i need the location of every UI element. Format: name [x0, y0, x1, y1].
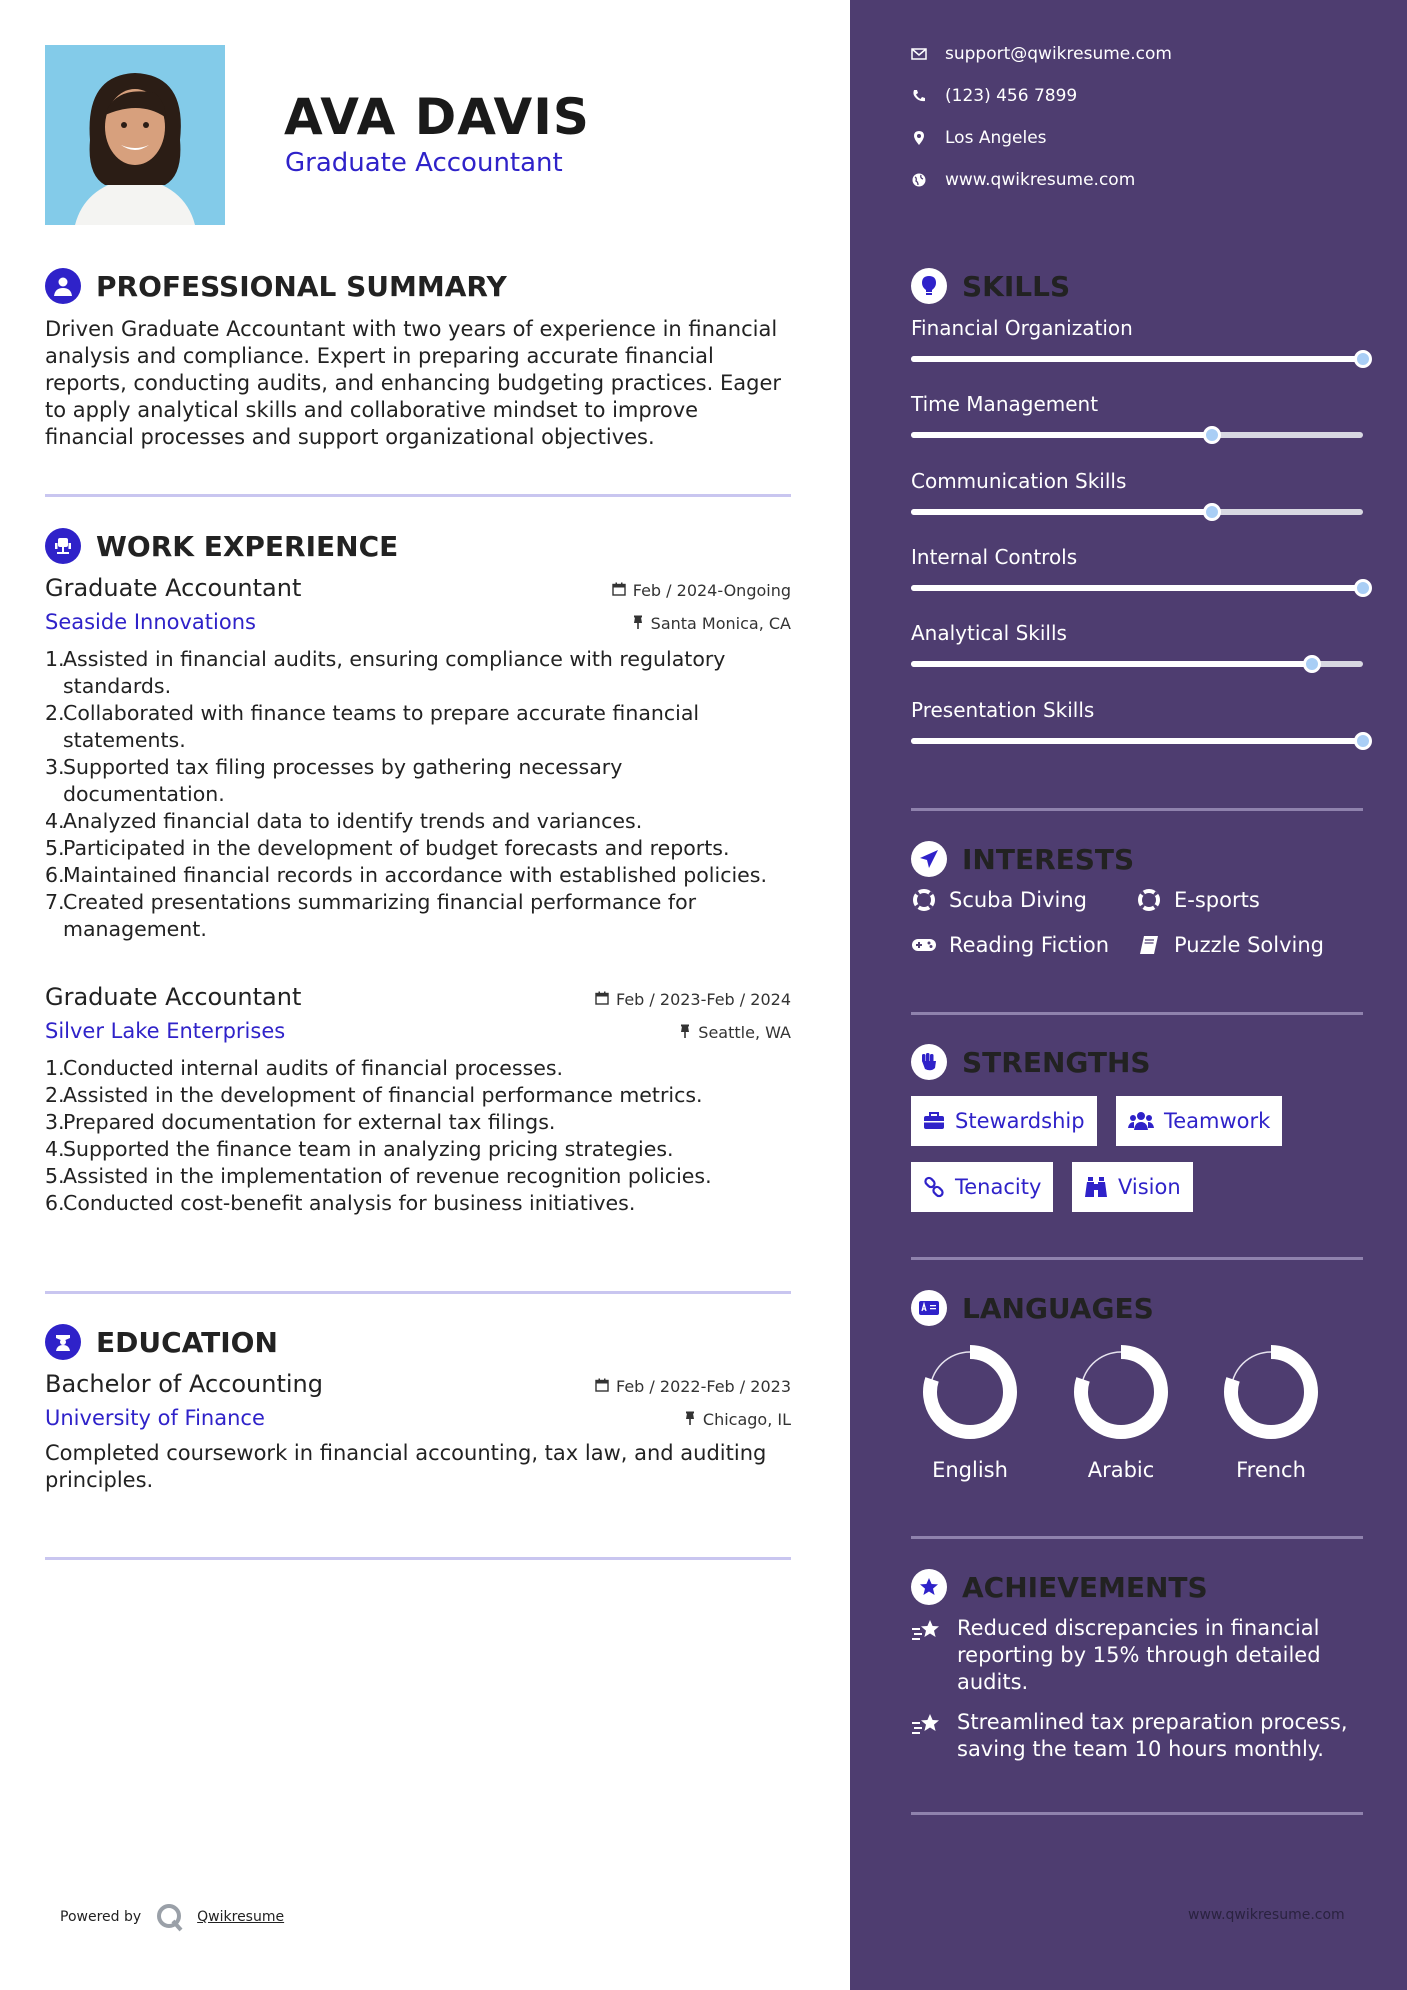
job-dates [612, 581, 791, 600]
powered-by-text: Powered by [60, 1909, 142, 1925]
contact-email[interactable] [911, 44, 1172, 64]
profile-photo [45, 45, 225, 225]
chair-icon [45, 528, 81, 564]
summary-text [45, 316, 805, 451]
star-icon [911, 1569, 947, 1605]
contact-website[interactable] [911, 170, 1135, 190]
job-duties [45, 646, 791, 943]
strengths-heading [911, 1044, 1151, 1080]
lightbulb-icon [911, 268, 947, 304]
skill-bar-knob [1303, 655, 1321, 673]
interest-label: E-sports [1174, 888, 1260, 912]
education-description [45, 1440, 791, 1494]
skill-bar-fill [911, 661, 1312, 667]
skill-name: Internal Controls [911, 545, 1078, 569]
interest-item [911, 933, 1109, 957]
skill-bar-knob [1354, 350, 1372, 368]
achievement-text: Streamlined tax preparation process, [957, 1710, 1348, 1734]
skill-bar [911, 585, 1363, 591]
item-text: Conducted cost-benefit analysis for business initiatives. [63, 1191, 636, 1215]
education-dates [595, 1377, 791, 1396]
interest-label: Scuba Diving [949, 888, 1087, 912]
item-text: Assisted in financial audits, ensuring compliance with regulatory [63, 647, 726, 671]
list-item [45, 1109, 791, 1136]
item-text: Created presentations summarizing financial performance for [63, 890, 697, 914]
skill-bar-knob [1354, 732, 1372, 750]
skill-name: Financial Organization [911, 316, 1133, 340]
divider [911, 1012, 1363, 1015]
list-item [45, 646, 791, 700]
skill-item [911, 469, 1363, 515]
item-text: Maintained financial records in accordance with established policies. [63, 863, 767, 887]
education-entry [45, 1370, 791, 1494]
binoculars-icon [1084, 1176, 1108, 1198]
item-number: 3. [45, 1110, 65, 1134]
item-text: Prepared documentation for external tax filings. [63, 1110, 556, 1134]
skill-bar-fill [911, 432, 1212, 438]
list-item [45, 1190, 791, 1217]
skill-bar-fill [911, 738, 1363, 744]
list-item [45, 862, 791, 889]
skill-item [911, 698, 1363, 744]
skill-name: Analytical Skills [911, 621, 1067, 645]
languages-title: LANGUAGES [962, 1291, 1154, 1325]
strength-chip [911, 1162, 1053, 1212]
languages-heading [911, 1290, 1154, 1326]
location-text: Los Angeles [945, 128, 1047, 148]
strength-chip [1116, 1096, 1282, 1146]
skill-bar [911, 356, 1363, 362]
skills-title: SKILLS [962, 269, 1071, 303]
item-text: Analyzed financial data to identify trends and variances. [63, 809, 643, 833]
skill-name: Communication Skills [911, 469, 1127, 493]
item-number: 4. [45, 809, 65, 833]
achievement-text: audits. [957, 1670, 1029, 1694]
list-item [45, 835, 791, 862]
shooting-star-icon [911, 1615, 945, 1696]
strength-chip [1072, 1162, 1193, 1212]
list-item [45, 1163, 791, 1190]
strength-label: Tenacity [955, 1175, 1042, 1199]
job-title: Graduate Accountant [45, 983, 302, 1011]
list-item [45, 889, 791, 943]
calendar-icon [595, 990, 609, 1009]
globe-icon [911, 173, 927, 187]
item-text: management. [63, 917, 207, 941]
contact-phone[interactable] [911, 86, 1077, 106]
summary-line: financial processes and support organizational objectives. [45, 425, 655, 449]
skill-bar-fill [911, 509, 1212, 515]
interest-label: Puzzle Solving [1174, 933, 1324, 957]
email-text: support@qwikresume.com [945, 44, 1172, 64]
summary-heading [45, 268, 507, 304]
item-text: Assisted in the development of financial performance metrics. [63, 1083, 703, 1107]
item-text: documentation. [63, 782, 225, 806]
item-number: 2. [45, 1083, 65, 1107]
item-number: 5. [45, 1164, 65, 1188]
achievements-title: ACHIEVEMENTS [962, 1570, 1208, 1604]
summary-line: to apply analytical skills and collaborative mindset to improve [45, 398, 699, 422]
item-number: 2. [45, 701, 65, 725]
job-title: Graduate Accountant [45, 574, 302, 602]
shooting-star-icon [911, 1709, 945, 1763]
lifebuoy-icon [1136, 889, 1162, 911]
interest-label: Reading Fiction [949, 933, 1110, 957]
education-title: EDUCATION [96, 1325, 278, 1359]
language-ring [1073, 1344, 1169, 1440]
calendar-icon [612, 581, 626, 600]
item-text: Collaborated with finance teams to prepare accurate financial [63, 701, 700, 725]
education-heading [45, 1324, 278, 1360]
item-text: Supported tax filing processes by gathering necessary [63, 755, 623, 779]
summary-line: reports, conducting audits, and enhancing budgeting practices. Eager [45, 371, 781, 395]
users-icon [1128, 1111, 1154, 1131]
skill-bar-fill [911, 356, 1363, 362]
briefcase-icon [923, 1112, 945, 1130]
achievement-item [911, 1615, 1363, 1696]
item-text: Conducted internal audits of financial processes. [63, 1056, 564, 1080]
envelope-icon [911, 48, 927, 60]
skill-bar [911, 509, 1363, 515]
link-icon [923, 1176, 945, 1198]
list-item [45, 754, 791, 808]
education-location [684, 1410, 791, 1429]
summary-line: Driven Graduate Accountant with two years of experience in financial [45, 317, 778, 341]
pin-icon [679, 1023, 691, 1042]
language-label: Arabic [1087, 1458, 1155, 1482]
brand-link[interactable]: Qwikresume [197, 1909, 285, 1925]
item-number: 1. [45, 1056, 65, 1080]
user-icon [45, 268, 81, 304]
education-line: Completed coursework in financial accounting, tax law, and auditing [45, 1441, 767, 1465]
list-item [45, 808, 791, 835]
language-ring [1223, 1344, 1319, 1440]
summary-line: analysis and compliance. Expert in preparing accurate financial [45, 344, 714, 368]
job-dates-text: Feb / 2024-Ongoing [632, 581, 791, 600]
item-number: 6. [45, 863, 65, 887]
pin-icon [632, 614, 644, 633]
experience-title: WORK EXPERIENCE [96, 529, 399, 563]
calendar-icon [595, 1377, 609, 1396]
skill-bar-knob [1203, 426, 1221, 444]
skill-bar [911, 738, 1363, 744]
language-label: French [1236, 1458, 1306, 1482]
skill-bar [911, 661, 1363, 667]
school: University of Finance [45, 1406, 265, 1430]
skill-bar-knob [1203, 503, 1221, 521]
item-text: Supported the finance team in analyzing pricing strategies. [63, 1137, 674, 1161]
degree: Bachelor of Accounting [45, 1370, 323, 1398]
experience-heading [45, 528, 398, 564]
job-dates-text: Feb / 2023-Feb / 2024 [616, 990, 791, 1009]
skill-name: Time Management [911, 392, 1099, 416]
job-entry [45, 574, 791, 943]
language-ring [922, 1344, 1018, 1440]
candidate-name: AVA DAVIS [284, 88, 590, 146]
gamepad-icon [911, 937, 937, 953]
divider [911, 1536, 1363, 1539]
skill-item [911, 392, 1363, 438]
skill-bar-fill [911, 585, 1363, 591]
skill-bar-knob [1354, 579, 1372, 597]
paper-plane-icon [911, 841, 947, 877]
divider [45, 494, 791, 497]
interests-title: INTERESTS [962, 842, 1135, 876]
candidate-role: Graduate Accountant [285, 148, 563, 178]
language-item [1061, 1344, 1181, 1482]
achievement-text: saving the team 10 hours monthly. [957, 1737, 1324, 1761]
website-text: www.qwikresume.com [945, 170, 1136, 190]
footer-website[interactable]: www.qwikresume.com [1188, 1907, 1345, 1923]
item-text: standards. [63, 674, 172, 698]
language-icon [911, 1290, 947, 1326]
powered-by [60, 1902, 284, 1932]
list-item [45, 700, 791, 754]
map-marker-icon [911, 131, 927, 145]
divider [911, 1812, 1363, 1815]
lifebuoy-icon [911, 889, 937, 911]
achievements-heading [911, 1569, 1208, 1605]
job-location [632, 614, 791, 633]
strengths-title: STRENGTHS [962, 1045, 1151, 1079]
job-location-text: Seattle, WA [698, 1023, 791, 1042]
skill-item [911, 316, 1363, 362]
job-company: Seaside Innovations [45, 610, 256, 634]
skills-heading [911, 268, 1070, 304]
divider [45, 1557, 791, 1560]
language-item [910, 1344, 1030, 1482]
job-location-text: Santa Monica, CA [650, 614, 791, 633]
job-duties [45, 1055, 791, 1217]
strength-label: Teamwork [1164, 1109, 1271, 1133]
item-number: 4. [45, 1137, 65, 1161]
strength-label: Vision [1118, 1175, 1181, 1199]
item-number: 3. [45, 755, 65, 779]
job-company: Silver Lake Enterprises [45, 1019, 286, 1043]
skill-item [911, 621, 1363, 667]
item-text: statements. [63, 728, 186, 752]
item-number: 6. [45, 1191, 65, 1215]
list-item [45, 1055, 791, 1082]
education-line: principles. [45, 1468, 154, 1492]
achievement-item [911, 1709, 1363, 1763]
skill-bar [911, 432, 1363, 438]
job-dates [595, 990, 791, 1009]
language-item [1211, 1344, 1331, 1482]
pin-icon [684, 1410, 696, 1429]
list-item [45, 1082, 791, 1109]
interest-item [911, 888, 1087, 912]
graduate-icon [45, 1324, 81, 1360]
education-location-text: Chicago, IL [702, 1410, 791, 1429]
interest-item [1136, 933, 1324, 957]
strength-label: Stewardship [955, 1109, 1085, 1133]
achievement-text: reporting by 15% through detailed [957, 1643, 1321, 1667]
contact-location [911, 128, 1047, 148]
divider [911, 808, 1363, 811]
achievement-text: Reduced discrepancies in financial [957, 1616, 1320, 1640]
fist-icon [911, 1044, 947, 1080]
item-number: 1. [45, 647, 65, 671]
education-dates-text: Feb / 2022-Feb / 2023 [616, 1377, 791, 1396]
qwikresume-logo-icon [155, 1902, 185, 1932]
language-label: English [932, 1458, 1008, 1482]
skill-name: Presentation Skills [911, 698, 1095, 722]
item-text: Participated in the development of budget forecasts and reports. [63, 836, 730, 860]
job-location [679, 1023, 791, 1042]
divider [45, 1291, 791, 1294]
book-icon [1136, 935, 1162, 955]
summary-title: PROFESSIONAL SUMMARY [96, 269, 507, 303]
skill-item [911, 545, 1363, 591]
item-number: 5. [45, 836, 65, 860]
item-number: 7. [45, 890, 65, 914]
job-entry [45, 983, 791, 1217]
divider [911, 1257, 1363, 1260]
phone-text: (123) 456 7899 [945, 86, 1078, 106]
phone-icon [911, 89, 927, 103]
strength-chip [911, 1096, 1097, 1146]
interest-item [1136, 888, 1260, 912]
item-text: Assisted in the implementation of revenue recognition policies. [63, 1164, 712, 1188]
list-item [45, 1136, 791, 1163]
interests-heading [911, 841, 1134, 877]
